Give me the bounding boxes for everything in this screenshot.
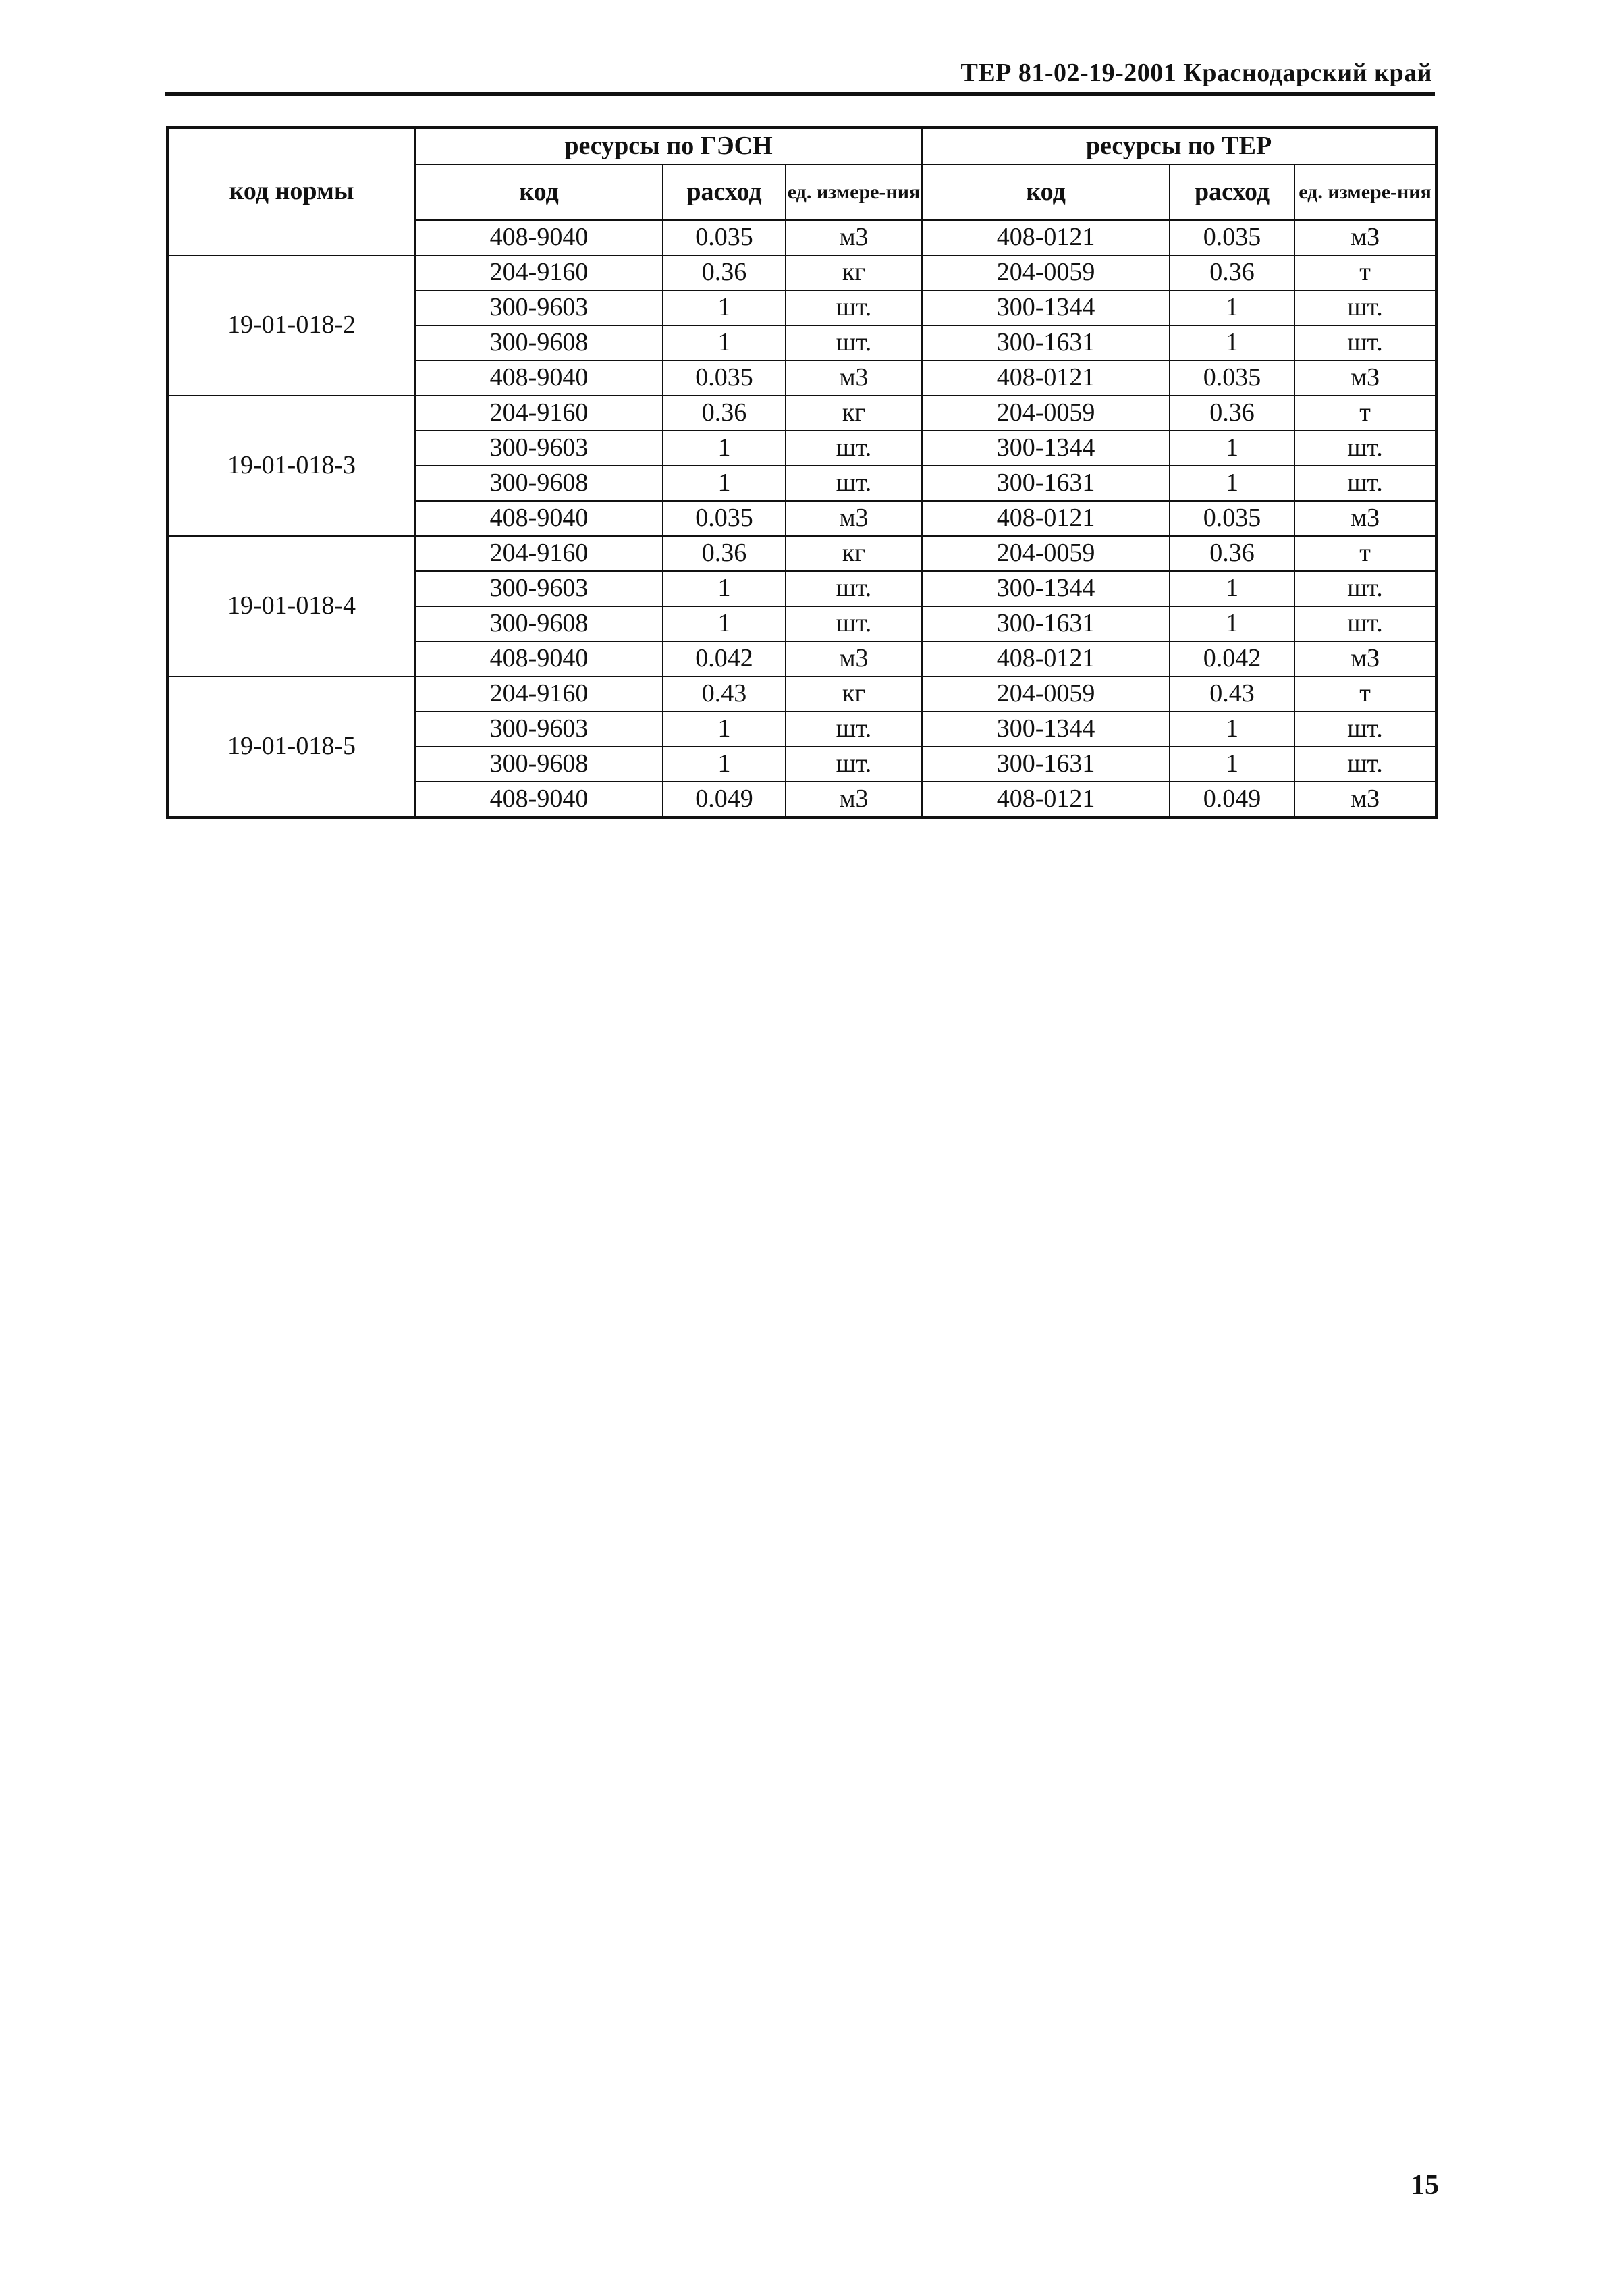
gesn-unit-cell: м3	[786, 220, 922, 255]
ter-consumption-cell: 0.049	[1170, 782, 1294, 818]
ter-unit-cell: т	[1294, 676, 1436, 712]
ter-unit-cell: м3	[1294, 641, 1436, 676]
ter-consumption-cell: 0.36	[1170, 255, 1294, 290]
gesn-consumption-cell: 1	[663, 747, 786, 782]
ter-consumption-cell: 0.36	[1170, 536, 1294, 571]
table-row	[167, 676, 1436, 712]
gesn-unit-cell: м3	[786, 501, 922, 536]
gesn-consumption-cell: 0.36	[663, 536, 786, 571]
ter-unit-cell: т	[1294, 255, 1436, 290]
gesn-unit-cell: шт.	[786, 290, 922, 325]
ter-code-cell: 300-1344	[922, 290, 1170, 325]
gesn-unit-cell: шт.	[786, 431, 922, 466]
ter-consumption-cell: 0.43	[1170, 676, 1294, 712]
gesn-code-cell: 300-9603	[415, 571, 663, 606]
gesn-code-cell: 300-9603	[415, 712, 663, 747]
ter-unit-cell: шт.	[1294, 325, 1436, 361]
gesn-consumption-cell: 0.36	[663, 396, 786, 431]
ter-unit-header: ед. измере-ния	[1294, 165, 1436, 220]
ter-code-cell: 300-1344	[922, 571, 1170, 606]
norm-code-header: код нормы	[167, 128, 415, 255]
ter-unit-cell: шт.	[1294, 290, 1436, 325]
gesn-consumption-cell: 0.43	[663, 676, 786, 712]
ter-unit-cell: т	[1294, 396, 1436, 431]
table-row	[167, 536, 1436, 571]
resources-table	[166, 126, 1438, 819]
ter-code-cell: 204-0059	[922, 536, 1170, 571]
ter-consumption-cell: 1	[1170, 325, 1294, 361]
ter-code-header: код	[922, 165, 1170, 220]
ter-unit-cell: м3	[1294, 220, 1436, 255]
ter-unit-cell: м3	[1294, 501, 1436, 536]
gesn-consumption-cell: 0.042	[663, 641, 786, 676]
gesn-consumption-cell: 0.049	[663, 782, 786, 818]
ter-consumption-cell: 1	[1170, 571, 1294, 606]
gesn-code-cell: 300-9608	[415, 325, 663, 361]
ter-unit-cell: шт.	[1294, 747, 1436, 782]
norm-code-cell: 19-01-018-5	[167, 676, 415, 818]
gesn-unit-cell: кг	[786, 536, 922, 571]
gesn-code-cell: 204-9160	[415, 676, 663, 712]
ter-unit-cell: шт.	[1294, 571, 1436, 606]
ter-consumption-cell: 0.042	[1170, 641, 1294, 676]
ter-code-cell: 408-0121	[922, 361, 1170, 396]
ter-code-cell: 300-1631	[922, 325, 1170, 361]
gesn-code-cell: 300-9603	[415, 290, 663, 325]
ter-code-cell: 204-0059	[922, 676, 1170, 712]
gesn-consumption-cell: 0.035	[663, 361, 786, 396]
gesn-unit-cell: кг	[786, 676, 922, 712]
gesn-code-cell: 408-9040	[415, 361, 663, 396]
ter-code-cell: 408-0121	[922, 501, 1170, 536]
ter-consumption-cell: 1	[1170, 747, 1294, 782]
gesn-code-cell: 408-9040	[415, 782, 663, 818]
table-row	[167, 255, 1436, 290]
ter-consumption-cell: 0.035	[1170, 220, 1294, 255]
ter-code-cell: 204-0059	[922, 255, 1170, 290]
gesn-consumption-cell: 0.035	[663, 501, 786, 536]
gesn-code-cell: 300-9608	[415, 747, 663, 782]
ter-code-cell: 300-1631	[922, 606, 1170, 641]
table-body	[167, 128, 1436, 818]
ter-unit-cell: шт.	[1294, 606, 1436, 641]
gesn-code-header: код	[415, 165, 663, 220]
ter-code-cell: 408-0121	[922, 641, 1170, 676]
ter-unit-cell: м3	[1294, 782, 1436, 818]
gesn-code-cell: 204-9160	[415, 396, 663, 431]
table-row	[167, 396, 1436, 431]
gesn-unit-header: ед. измере-ния	[786, 165, 922, 220]
gesn-consumption-cell: 1	[663, 712, 786, 747]
gesn-code-cell: 204-9160	[415, 536, 663, 571]
ter-unit-cell: шт.	[1294, 712, 1436, 747]
gesn-consumption-cell: 1	[663, 466, 786, 501]
gesn-consumption-cell: 0.36	[663, 255, 786, 290]
ter-code-cell: 300-1344	[922, 712, 1170, 747]
ter-consumption-cell: 0.36	[1170, 396, 1294, 431]
gesn-code-cell: 408-9040	[415, 220, 663, 255]
gesn-unit-cell: м3	[786, 782, 922, 818]
ter-code-cell: 204-0059	[922, 396, 1170, 431]
ter-consumption-cell: 1	[1170, 431, 1294, 466]
gesn-unit-cell: шт.	[786, 606, 922, 641]
gesn-unit-cell: шт.	[786, 466, 922, 501]
gesn-code-cell: 300-9608	[415, 466, 663, 501]
ter-code-cell: 300-1631	[922, 747, 1170, 782]
gesn-group-header: ресурсы по ГЭСН	[415, 128, 922, 165]
gesn-unit-cell: м3	[786, 641, 922, 676]
gesn-unit-cell: шт.	[786, 325, 922, 361]
ter-group-header: ресурсы по ТЕР	[922, 128, 1436, 165]
running-header: ТЕР 81-02-19-2001 Краснодарский край	[960, 59, 1432, 87]
ter-code-cell: 408-0121	[922, 782, 1170, 818]
gesn-unit-cell: шт.	[786, 571, 922, 606]
ter-code-cell: 300-1631	[922, 466, 1170, 501]
ter-consumption-cell: 1	[1170, 606, 1294, 641]
ter-consumption-cell: 1	[1170, 712, 1294, 747]
ter-unit-cell: шт.	[1294, 431, 1436, 466]
norm-code-cell: 19-01-018-4	[167, 536, 415, 676]
gesn-consumption-cell: 0.035	[663, 220, 786, 255]
norm-code-cell: 19-01-018-3	[167, 396, 415, 536]
gesn-unit-cell: м3	[786, 361, 922, 396]
gesn-consumption-cell: 1	[663, 571, 786, 606]
ter-consumption-header: расход	[1170, 165, 1294, 220]
gesn-consumption-cell: 1	[663, 325, 786, 361]
ter-consumption-cell: 0.035	[1170, 501, 1294, 536]
ter-code-cell: 300-1344	[922, 431, 1170, 466]
gesn-consumption-cell: 1	[663, 290, 786, 325]
gesn-code-cell: 408-9040	[415, 641, 663, 676]
gesn-consumption-cell: 1	[663, 431, 786, 466]
ter-consumption-cell: 1	[1170, 290, 1294, 325]
gesn-consumption-cell: 1	[663, 606, 786, 641]
ter-unit-cell: т	[1294, 536, 1436, 571]
header-rule	[165, 92, 1435, 96]
gesn-code-cell: 300-9603	[415, 431, 663, 466]
norm-code-cell: 19-01-018-2	[167, 255, 415, 396]
ter-consumption-cell: 1	[1170, 466, 1294, 501]
gesn-unit-cell: кг	[786, 255, 922, 290]
ter-code-cell: 408-0121	[922, 220, 1170, 255]
gesn-unit-cell: шт.	[786, 747, 922, 782]
ter-unit-cell: м3	[1294, 361, 1436, 396]
gesn-code-cell: 204-9160	[415, 255, 663, 290]
ter-consumption-cell: 0.035	[1170, 361, 1294, 396]
gesn-unit-cell: кг	[786, 396, 922, 431]
ter-unit-cell: шт.	[1294, 466, 1436, 501]
gesn-code-cell: 300-9608	[415, 606, 663, 641]
page-number: 15	[1411, 2170, 1439, 2201]
gesn-consumption-header: расход	[663, 165, 786, 220]
gesn-code-cell: 408-9040	[415, 501, 663, 536]
gesn-unit-cell: шт.	[786, 712, 922, 747]
